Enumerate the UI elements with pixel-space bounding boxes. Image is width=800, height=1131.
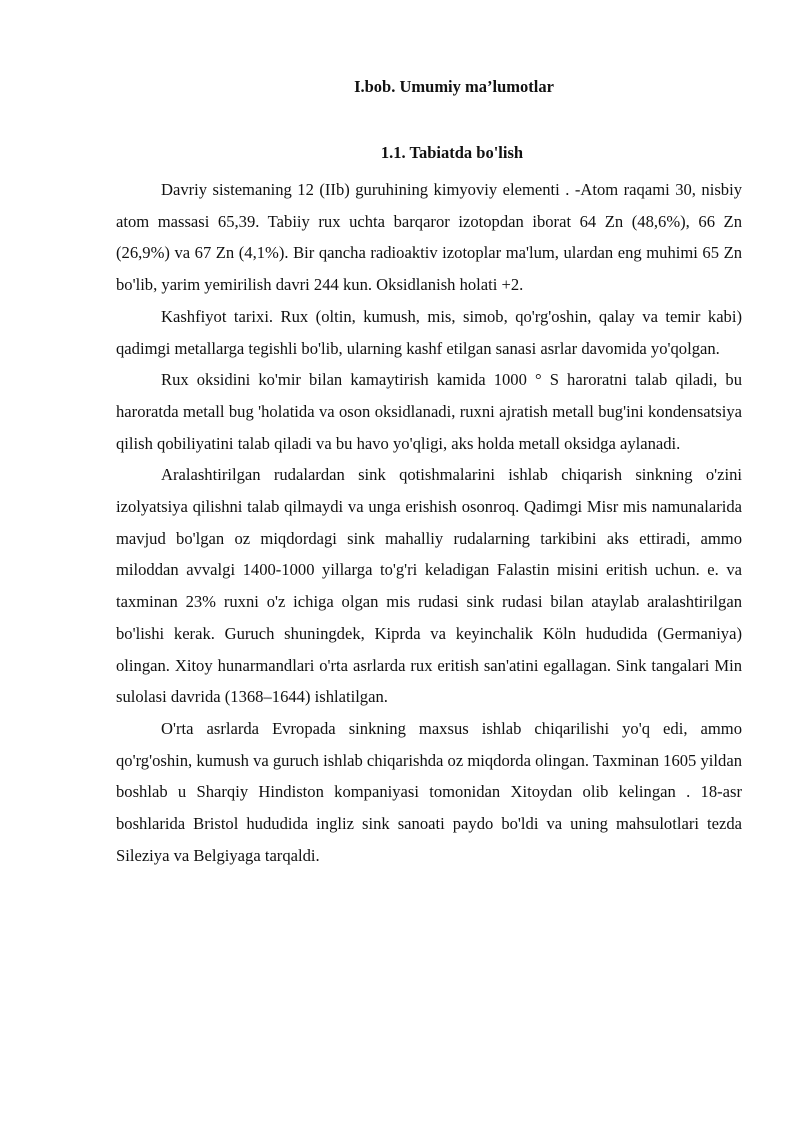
paragraph-alloy-production: Aralashtirilgan rudalardan sink qotishmalarini ishlab chiqarish sinkning o'zini izolyatsiya qilishni talab qilmaydi va unga erishish osonroq. Qadimgi Misr mis namunalarida mavjud bo'lgan oz miqdordagi sink mahalliy rudalarning tarkibini aks ettiradi, ammo miloddan avvalgi 1400-1000 yillarga to'g'ri keladigan Falastin misini eritish uchun. e. va taxminan 23% ruxni o'z ichiga olgan mis rudasi sink rudasi bilan ataylab aralashtirilgan bo'lishi kerak. Guruch shuningdek, Kiprda va keyinchalik Köln hududida (Germaniya) olingan. Xitoy hunarmandlari o'rta asrlarda rux eritish san'atini egallagan. Sink tangalari Min sulolasi davrida (1368–1644) ishlatilgan. [116,465,742,707]
paragraph-discovery-history: Kashfiyot tarixi. Rux (oltin, kumush, mis, simob, qo'rg'oshin, qalay va temir kabi) qadimgi metallarga tegishli bo'lib, ularning kashf etilgan sanasi asrlar davomida yo'qolgan. [116,306,742,358]
body-text [116,174,742,871]
paragraph-oxide-reduction: Rux oksidini ko'mir bilan kamaytirish kamida 1000 ° S haroratni talab qiladi, bu haroratda metall bug 'holatida va oson oksidlanadi, ruxni ajratish metall bug'ini kondensatsiya qilish qobiliyatini talab qiladi va bu havo yo'qligi, aks holda metall oksidga aylanadi. [116,370,742,453]
chapter-title: I.bob. Umumiy ma’lumotlar [354,77,554,96]
paragraph-medieval-europe: O'rta asrlarda Evropada sinkning maxsus ishlab chiqarilishi yo'q edi, ammo qo'rg'oshin, kumush va guruch ishlab chiqarishda oz miqdorda olingan. Taxminan 1605 yildan boshlab u Sharqiy Hindiston kompaniyasi tomonidan Xitoydan olib kelingan . 18-asr boshlarida Bristol hududida ingliz sink sanoati paydo bo'ldi va uning mahsulotlari tezda Sileziya va Belgiyaga tarqaldi. [116,718,742,865]
section-title: 1.1. Tabiatda bo'lish [380,143,524,162]
paragraph-atomic-properties: Davriy sistemaning 12 (IIb) guruhining kimyoviy elementi . -Atom raqami 30, nisbiy atom massasi 65,39. Tabiiy rux uchta barqaror izotopdan iborat 64 Zn (48,6%), 66 Zn (26,9%) va 67 Zn (4,1%). Bir qancha radioaktiv izotoplar ma'lum, ulardan eng muhimi 65 Zn bo'lib, yarim yemirilish davri 244 kun. Oksidlanish holati +2. [116,180,742,295]
